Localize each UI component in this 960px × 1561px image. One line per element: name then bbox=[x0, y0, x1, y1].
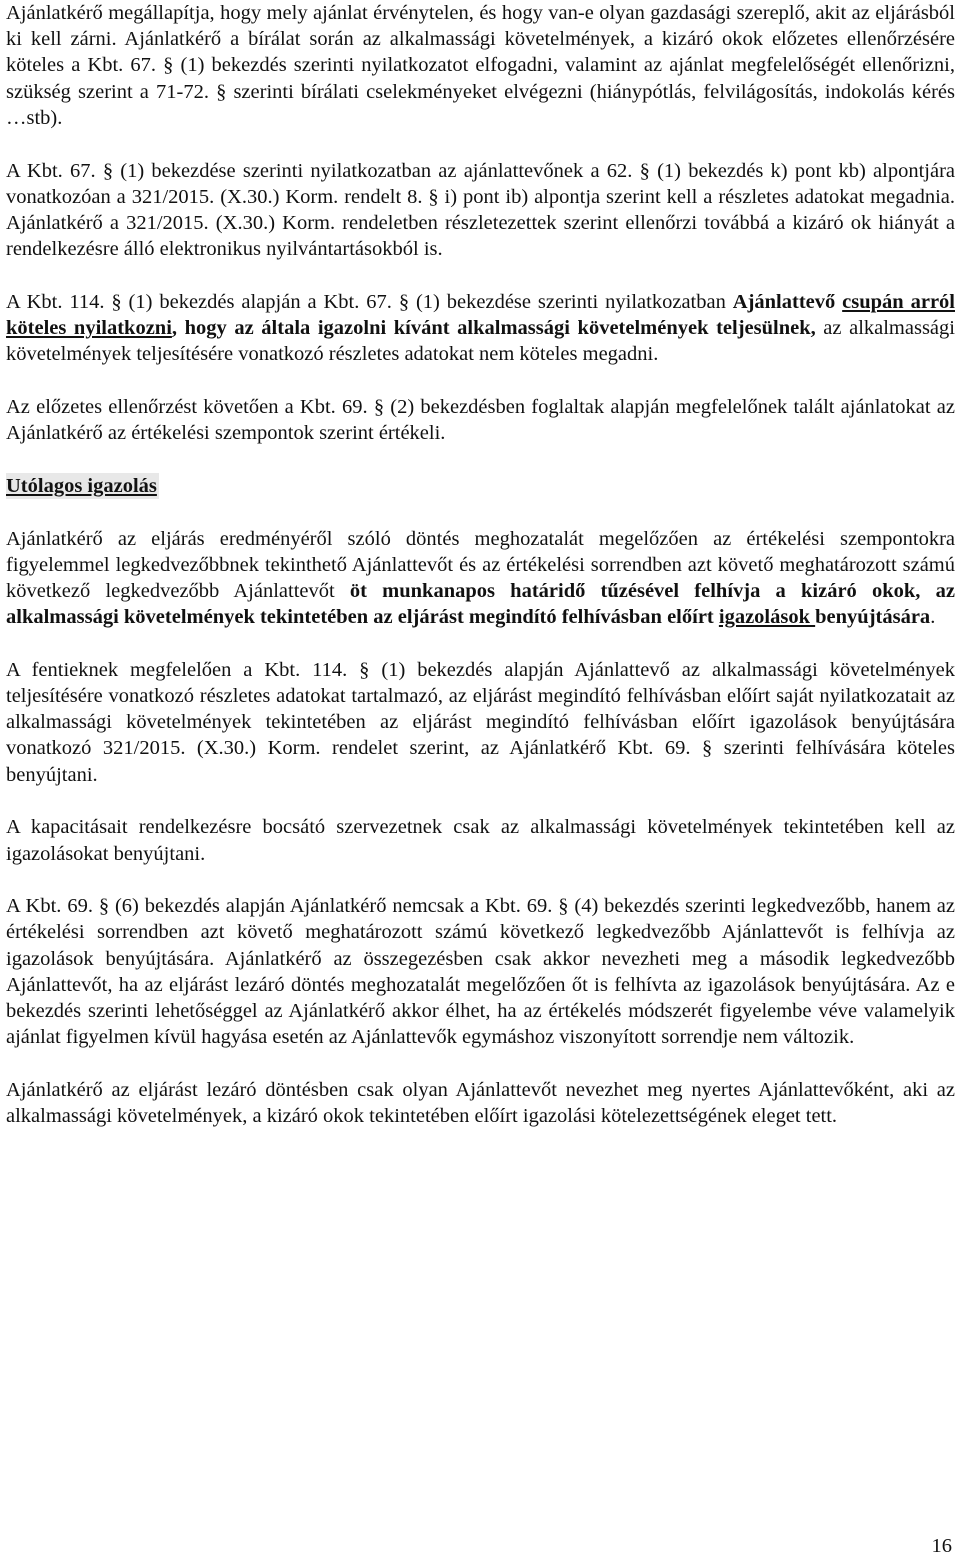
section-heading: Utólagos igazolás bbox=[6, 473, 159, 499]
paragraph-declaration-details: A Kbt. 67. § (1) bekezdése szerinti nyilatkozatban az ajánlattevőnek a 62. § (1) bekezdés k) pont kb) alpontjára vonatkozóan a 321/2015. (X.30.) Korm. rendelt 8. § i) pont ib) alpontja szerint kell a részletes adatokat megadnia. Ajánlatkérő a 321/2015. (X.30.) Korm. rendeletben részletezettek szerint ellenőrzi továbbá a kizáró ok hiányát a rendelkezésre álló elektronikus nyilvántartásokból is. bbox=[6, 159, 955, 261]
paragraph-capacity-providers: A kapacitásait rendelkezésre bocsátó szervezetnek csak az alkalmassági követelmények tekintetében kell az igazolásokat benyújtani. bbox=[6, 816, 955, 865]
p5-bold-b: benyújtására bbox=[815, 606, 931, 629]
p3-bold-a: Ajánlattevő bbox=[732, 290, 843, 313]
paragraph-accordingly: A fentieknek megfelelően a Kbt. 114. § (1) bekezdés alapján Ajánlattevő az alkalmassági követelmények teljesítésére vonatkozó részletes adatokat tartalmazó, az eljárást megindító felhívásban előírt saját nyilatkozatait az alkalmassági követelmények tekintetében az eljárást megindító felhívásban előírt igazolások benyújtására vonatkozó 321/2015. (X.30.) Korm. rendelet szerint, az Ajánlatkérő Kbt. 69. § szerinti felhívására köteles benyújtani. bbox=[6, 658, 955, 786]
paragraph-kbt-69-6: A Kbt. 69. § (6) bekezdés alapján Ajánlatkérő nemcsak a Kbt. 69. § (4) bekezdés szerinti legkedvezőbb, hanem az értékelési sorrendben azt követő meghatározott számú következő legkedvezőbb Ajánlattevőt is felhívja az igazolások benyújtására. Ajánlatkérő az összegezésben csak akkor nevezheti meg a második legkedvezőbb Ajánlattevőt, ha az eljárást lezáró döntés meghozatalát megelőzően őt is felhívta az igazolások benyújtására. Az e bekezdés szerinti lehetőséggel az Ajánlatkérő akkor élhet, ha az értékelés módszerét figyelembe véve valamelyik ajánlat figyelmen kívül hagyása esetén az Ajánlattevők egymáshoz viszonyított sorrendje nem változik. bbox=[6, 895, 955, 1049]
p3-bold-underline: csupán arról köteles nyilatkozni bbox=[6, 290, 955, 340]
paragraph-kbt-114 bbox=[6, 289, 955, 368]
page-number: 16 bbox=[931, 1535, 952, 1557]
section-heading-wrapper bbox=[6, 473, 955, 499]
paragraph-evaluation-intro: Ajánlatkérő megállapítja, hogy mely ajánlat érvénytelen, és hogy van-e olyan gazdasági szereplő, akit az eljárásból ki kell zárni. Ajánlatkérő a bírálat során az alkalmassági követelmények, a kizáró okok előzetes ellenőrzésére köteles a Kbt. 67. § (1) bekezdés szerinti nyilatkozatot elfogadni, valamint az ajánlat megfelelőségét ellenőrizni, szükség szerint a 71-72. § szerinti bírálati cselekményeket elvégezni (hiánypótlás, felvilágosítás, indokolás kérés …stb). bbox=[6, 2, 955, 129]
p5-text-a: Ajánlatkérő az eljárás eredményéről szóló döntés meghozatalát megelőzően az értékelési szempontokra figyelemmel legkedvezőbbnek tekinthető Ajánlattevőt és az értékelési sorrendben azt követő meghatározott számú következő legkedvezőbb Ajánlattevőt bbox=[6, 527, 955, 602]
p3-bold-b: , hogy az általa igazolni kívánt alkalmassági követelmények teljesülnek, bbox=[171, 317, 816, 340]
p5-text-c: . bbox=[930, 606, 936, 629]
paragraph-preliminary-check: Az előzetes ellenőrzést követően a Kbt. 69. § (2) bekezdésben foglaltak alapján megfelelőnek talált ajánlatokat az Ajánlatkérő az értékelési szempontok szerint értékeli. bbox=[6, 395, 955, 445]
p5-bold-underline: igazolások bbox=[718, 606, 816, 629]
p5-bold-a: öt munkanapos határidő tűzésével felhívja a kizáró okok, az alkalmassági követelmények tekintetében az eljárást megindító felhívásban előírt bbox=[6, 579, 955, 629]
paragraph-winner: Ajánlatkérő az eljárást lezáró döntésben csak olyan Ajánlattevőt nevezhet meg nyertes Ajánlattevőként, aki az alkalmassági követelmények, a kizáró okok tekintetében előírt igazolási kötelezettségének eleget tett. bbox=[6, 1079, 955, 1128]
document-page bbox=[6, 0, 955, 1156]
paragraph-subsequent-proof bbox=[6, 526, 955, 631]
p3-text-a: A Kbt. 114. § (1) bekezdés alapján a Kbt. 67. § (1) bekezdése szerinti nyilatkozatban bbox=[6, 290, 733, 313]
p3-text-c: az alkalmassági követelmények teljesítésére vonatkozó részletes adatokat nem köteles megadni. bbox=[6, 317, 955, 366]
